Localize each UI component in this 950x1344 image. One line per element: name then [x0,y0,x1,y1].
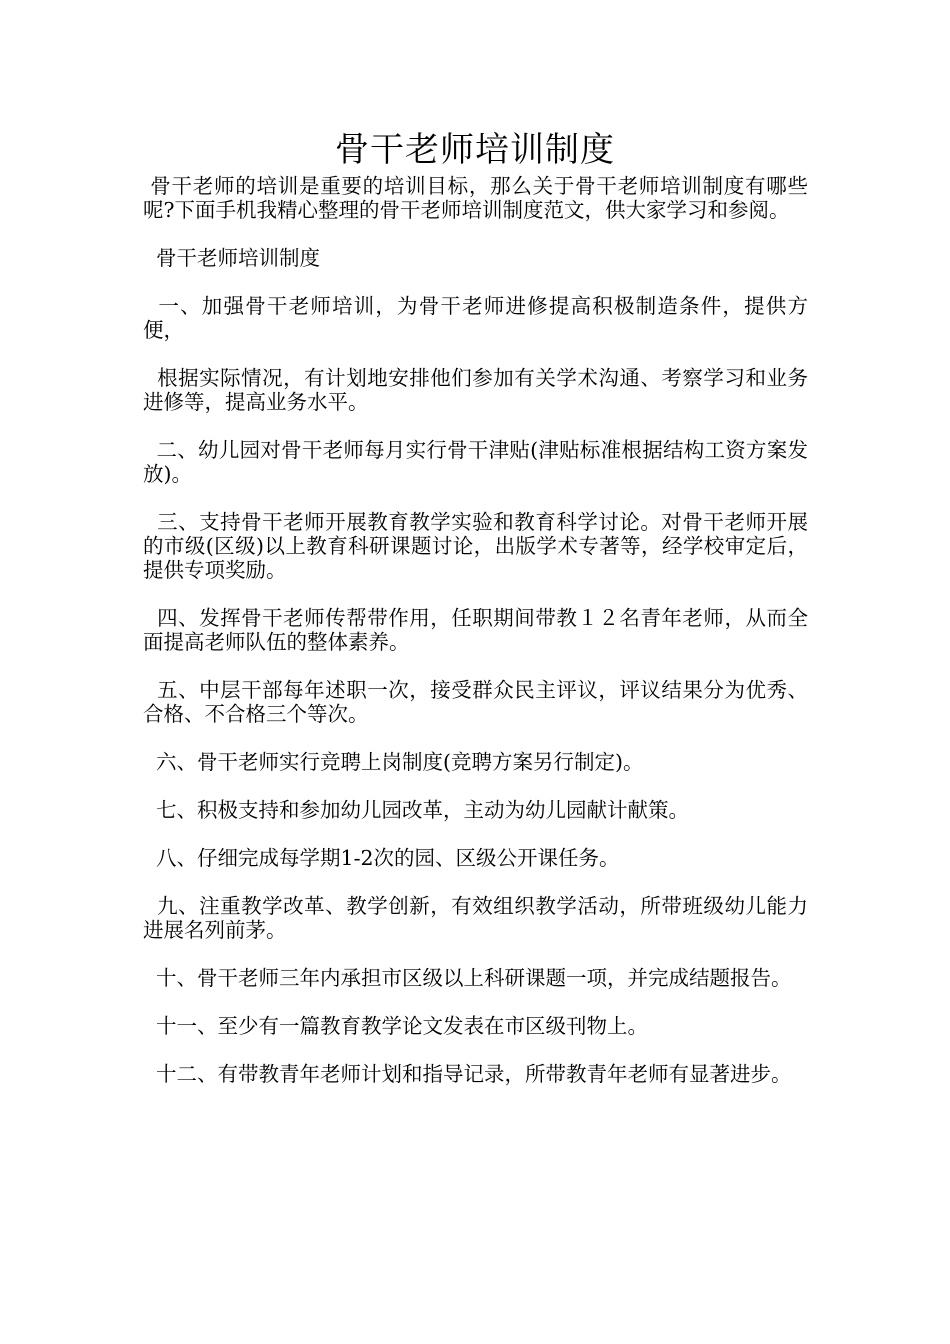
document-title: 骨干老师培训制度 [335,130,615,170]
paragraph-item-3: 三、支持骨干老师开展教育教学实验和教育科学讨论。对骨干老师开展的市级(区级)以上教育科研课题讨论，出版学术专著等，经学校审定后，提供专项奖励。 [143,510,808,582]
paragraph-item-8: 八、仔细完成每学期1-2次的园、区级公开课任务。 [143,846,620,870]
paragraph-item-7: 七、积极支持和参加幼儿园改革，主动为幼儿园献计献策。 [143,798,690,822]
paragraph-item-11: 十一、至少有一篇教育教学论文发表在市区级刊物上。 [143,1014,649,1038]
paragraph-item-4: 四、发挥骨干老师传帮带作用，任职期间带教１２名青年老师，从而全面提高老师队伍的整体素养。 [143,606,808,654]
document-body [143,174,808,1086]
paragraph-item-10: 十、骨干老师三年内承担市区级以上科研课题一项，并完成结题报告。 [143,966,792,990]
paragraph-item-6: 六、骨干老师实行竞聘上岗制度(竞聘方案另行制定)。 [143,750,644,774]
paragraph-item-1: 一、加强骨干老师培训，为骨干老师进修提高积极制造条件，提供方便， [143,294,808,342]
paragraph-item-2: 二、幼儿园对骨干老师每月实行骨干津贴(津贴标准根据结构工资方案发放)。 [143,438,808,486]
paragraph-item-5: 五、中层干部每年述职一次，接受群众民主评议，评议结果分为优秀、合格、不合格三个等次。 [143,678,808,726]
paragraph-item-1-detail: 根据实际情况，有计划地安排他们参加有关学术沟通、考察学习和业务进修等，提高业务水平。 [143,366,808,414]
paragraph-item-12: 十二、有带教青年老师计划和指导记录，所带教青年老师有显著进步。 [143,1062,792,1086]
intro-paragraph: 骨干老师的培训是重要的培训目标，那么关于骨干老师培训制度有哪些呢?下面手机我精心整理的骨干老师培训制度范文，供大家学习和参阅。 [143,174,808,222]
section-heading: 骨干老师培训制度 [143,246,321,270]
paragraph-item-9: 九、注重教学改革、教学创新，有效组织教学活动，所带班级幼儿能力进展名列前茅。 [143,894,808,942]
